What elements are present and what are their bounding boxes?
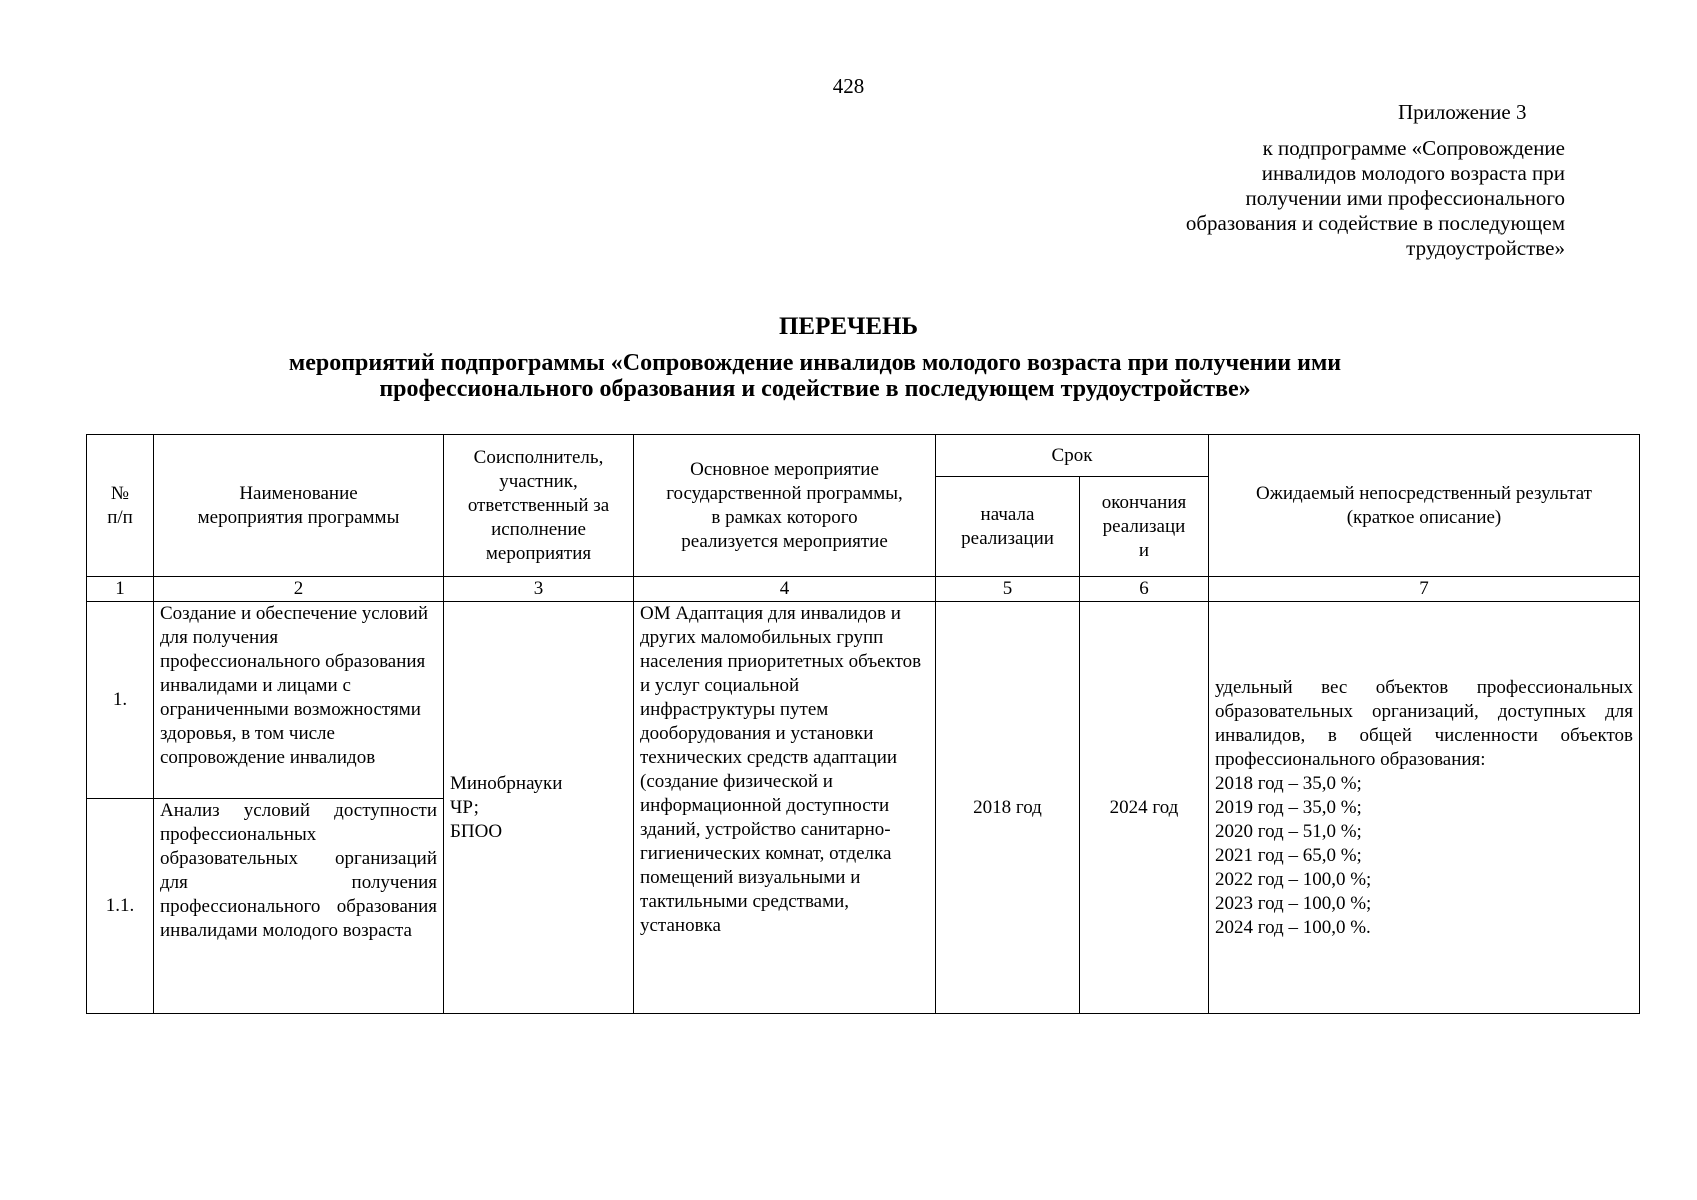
result-year-line: 2024 год – 100,0 %. bbox=[1215, 916, 1371, 938]
row-number: 1. bbox=[87, 602, 154, 799]
main-event-cell: ОМ Адаптация для инвалидов и других маломобильных групп населения приоритетных объектов и услуг социальной инфраструктуры путем дооборудования и установки технических средств адаптации (создание физической и информационной доступности зданий, устройство санитарно-гигиенических комнат, отделка помещений визуальными и тактильными средствами, установка bbox=[634, 602, 936, 1014]
measure-name: Анализ условий доступности профессиональных образовательных организаций для получения профессионального образования инвалидами молодого возраста bbox=[154, 799, 444, 1014]
column-number: 2 bbox=[154, 577, 444, 602]
header-term: Срок bbox=[936, 435, 1209, 477]
header-executor: Соисполнитель, участник, ответственный за исполнение мероприятия bbox=[444, 435, 634, 577]
appendix-note-line: к подпрограмме «Сопровождение bbox=[1262, 136, 1565, 160]
row-number: 1.1. bbox=[87, 799, 154, 1014]
column-number: 6 bbox=[1080, 577, 1209, 602]
appendix-note-line: инвалидов молодого возраста при bbox=[1261, 161, 1565, 185]
expected-result-cell bbox=[1209, 602, 1640, 1014]
column-number: 4 bbox=[634, 577, 936, 602]
result-year-line: 2018 год – 35,0 %; bbox=[1215, 772, 1362, 794]
appendix-note-line: образования и содействие в последующем bbox=[1185, 211, 1565, 235]
header-result: Ожидаемый непосредственный результат (краткое описание) bbox=[1209, 435, 1640, 577]
result-year-line: 2023 год – 100,0 %; bbox=[1215, 892, 1372, 914]
appendix-label: Приложение 3 bbox=[1398, 100, 1527, 124]
column-number: 7 bbox=[1209, 577, 1640, 602]
executor-cell: Минобрнауки ЧР; БПОО bbox=[444, 602, 634, 1014]
subtitle-line: мероприятий подпрограммы «Сопровождение инвалидов молодого возраста при получении ими bbox=[288, 350, 1342, 376]
result-year-line: 2022 год – 100,0 %; bbox=[1215, 868, 1372, 890]
result-year-line: 2020 год – 51,0 %; bbox=[1215, 820, 1362, 842]
measure-name: Создание и обеспечение условий для получения профессионального образования инвалидами и лицами с ограниченными возможностями здоровья, в том числе сопровождение инвалидов bbox=[154, 602, 444, 799]
result-intro: удельный вес объектов профессиональных образовательных организаций, доступных для инвалидов, в общей численности объектов профессионального образования: bbox=[1215, 676, 1633, 770]
column-number: 3 bbox=[444, 577, 634, 602]
document-title: ПЕРЕЧЕНЬ bbox=[778, 313, 919, 340]
page-number: 428 bbox=[832, 74, 865, 98]
header-start: начала реализации bbox=[936, 477, 1080, 577]
end-year: 2024 год bbox=[1080, 602, 1209, 1014]
column-number: 1 bbox=[87, 577, 154, 602]
measures-table bbox=[86, 434, 1640, 1014]
appendix-note-line: получении ими профессионального bbox=[1245, 186, 1565, 210]
header-name: Наименование мероприятия программы bbox=[154, 435, 444, 577]
result-year-line: 2021 год – 65,0 %; bbox=[1215, 844, 1362, 866]
header-num: № п/п bbox=[87, 435, 154, 577]
column-number-row bbox=[87, 577, 1640, 602]
appendix-note bbox=[1045, 136, 1565, 261]
column-number: 5 bbox=[936, 577, 1080, 602]
header-end: окончания реализаци и bbox=[1080, 477, 1209, 577]
subtitle-line: профессионального образования и содействие в последующем трудоустройстве» bbox=[379, 376, 1251, 402]
start-year: 2018 год bbox=[936, 602, 1080, 1014]
document-subtitle bbox=[150, 350, 1480, 402]
header-main-event: Основное мероприятие государственной программы, в рамках которого реализуется мероприятие bbox=[634, 435, 936, 577]
table-row bbox=[87, 602, 1640, 799]
result-year-line: 2019 год – 35,0 %; bbox=[1215, 796, 1362, 818]
appendix-note-line: трудоустройстве» bbox=[1406, 236, 1565, 260]
